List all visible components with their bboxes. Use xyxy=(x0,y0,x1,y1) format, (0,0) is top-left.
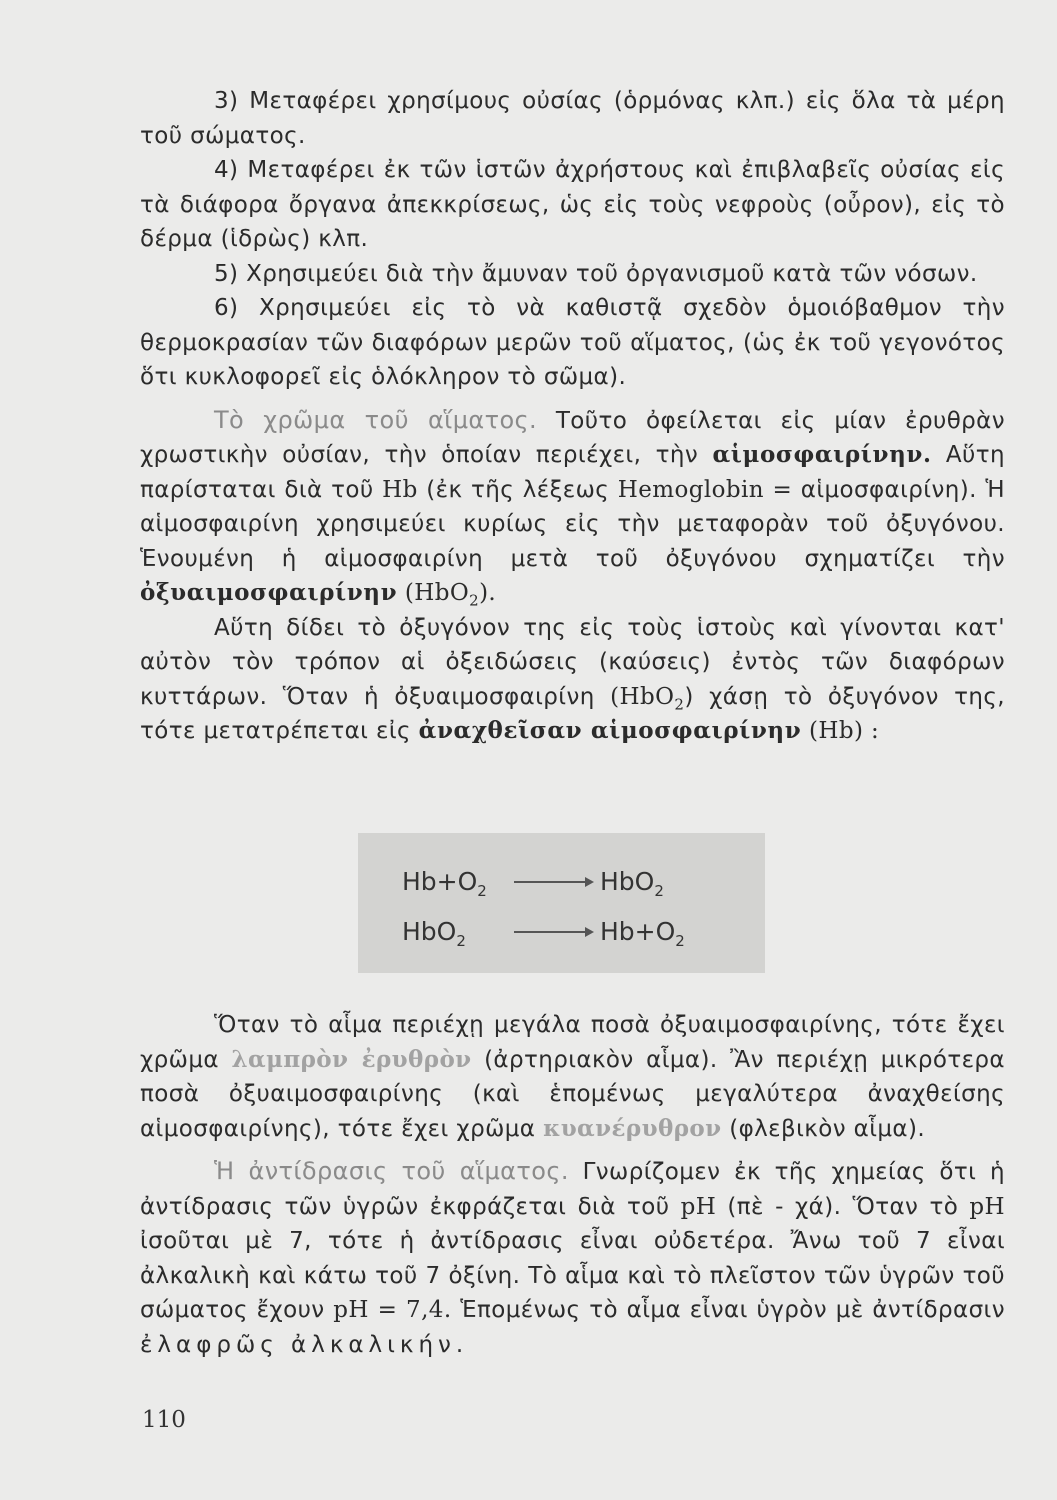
term-bright-red: λαμπρὸν ἐρυθρὸν xyxy=(231,1045,472,1073)
equation-lhs: $Hb+O_2$ xyxy=(402,867,487,900)
subscript: 2 xyxy=(469,591,480,610)
arrow-right-icon xyxy=(514,881,592,883)
arrow-right-icon xyxy=(514,931,592,933)
symbol-ph: pH xyxy=(969,1193,1005,1220)
term-hemoglobin: αἱμοσφαιρίνην. xyxy=(712,441,932,468)
body-text xyxy=(140,84,1005,749)
formula-hbo2: (HbO xyxy=(397,580,470,606)
text-run: Ὅταν τὸ αἷμα περιέχῃ μεγάλα ποσὰ ὀξυαιμοσφαιρίνης, τότε ἔχει χρῶμα xyxy=(140,1012,1005,1073)
text-run: (ἀρτηριακὸν αἷμα). Ἂν περιέχῃ μικρότερα ποσὰ ὀξυαιμοσφαιρίνης (καὶ ἑπομένως μεγαλύτερα ἀναχθείσης αἱμοσφαιρίνης), τότε ἔχει χρῶμα xyxy=(140,1046,1005,1142)
text-run: (πὲ - χά). Ὅταν τὸ xyxy=(716,1193,970,1220)
paragraph-function-3: 3) Μεταφέρει χρησίμους οὐσίας (ὁρμόνας κλπ.) εἰς ὅλα τὰ μέρη τοῦ σώματος. xyxy=(140,88,1005,149)
paragraph-blood-reaction xyxy=(140,1154,1005,1362)
emphasis-slightly-alkaline: ἐλαφρῶς ἀλκαλικήν. xyxy=(140,1331,469,1358)
subscript: 2 xyxy=(674,695,685,714)
text-run: (φλεβικὸν αἷμα). xyxy=(721,1115,926,1142)
paragraph-function-4: 4) Μεταφέρει ἐκ τῶν ἱστῶν ἀχρήστους καὶ ἐπιβλαβεῖς οὐσίας εἰς τὰ διάφορα ὄργανα ἀπεκκρίσεως, ὡς εἰς τοὺς νεφροὺς (οὖρον), εἰς τὸ δέρμα (ἱδρὼς) κλπ. xyxy=(140,157,1005,252)
formula-hbo2: (HbO xyxy=(610,683,675,710)
equation-lhs: HbO$_2$ xyxy=(402,917,466,950)
text-run: ) χάσῃ τὸ ὀξυγόνον της, τότε μετατρέπεται εἰς xyxy=(140,683,1005,744)
equation-rhs: $Hb+O_2$ xyxy=(600,917,685,950)
text-run: Αὕτη παρίσταται διὰ τοῦ xyxy=(140,442,1005,503)
symbol-ph: pH xyxy=(680,1193,717,1220)
paragraph-function-5: 5) Χρησιμεύει διὰ τὴν ἄμυναν τοῦ ὀργανισμοῦ κατὰ τῶν νόσων. xyxy=(214,260,978,287)
text-run: Αὕτη δίδει τὸ ὀξυγόνον της εἰς τοὺς ἱστοὺς καὶ γίνονται κατ' αὐτὸν τὸν τρόπον αἱ ὀξειδώσεις (καύσεις) ἐντὸς τῶν διαφόρων κυττάρων. Ὅταν ἡ ὀξυαιμοσφαιρίνη xyxy=(140,614,1005,710)
section-heading-blood-color: Τὸ χρῶμα τοῦ αἵματος. xyxy=(214,405,538,434)
text-run: = αἱμοσφαιρίνη). Ἡ αἱμοσφαιρίνη χρησιμεύει κυρίως εἰς τὴν μεταφορὰν τοῦ ὀξυγόνου. Ἑνουμένη ἡ αἱμοσφαιρίνη μετὰ τοῦ ὀξυγόνου σχηματίζει τὴν xyxy=(140,476,1005,572)
paragraph-blood-shades xyxy=(140,1008,1005,1146)
body-text-lower xyxy=(140,1008,1005,1362)
term-cyanotic-red: κυανέρυθρον xyxy=(543,1114,722,1142)
text-run: ἰσοῦται μὲ 7, τότε ἡ ἀντίδρασις εἶναι οὐδετέρα. Ἄνω τοῦ 7 εἶναι ἀλκαλικὴ καὶ κάτω τοῦ 7 ὀξίνη. Τὸ αἷμα καὶ τὸ πλεῖστον τῶν ὑγρῶν τοῦ σώματος ἔχουν xyxy=(140,1228,1005,1323)
ph-value: pH = 7,4. xyxy=(333,1297,452,1323)
section-heading-blood-reaction: Ἡ ἀντίδρασις τοῦ αἵματος. xyxy=(214,1157,569,1185)
term-oxyhemoglobin: ὀξυαιμοσφαιρίνην xyxy=(140,579,398,606)
text-run: (Hb) : xyxy=(801,718,880,744)
paragraph-blood-color xyxy=(140,403,1005,611)
symbol-hb: Hb xyxy=(382,476,418,503)
text-run: (ἐκ τῆς λέξεως xyxy=(417,476,618,503)
equation-box xyxy=(358,833,765,973)
text-run: Τοῦτο ὀφείλεται εἰς μίαν ἐρυθρὰν χρωστικὴν οὐσίαν, τὴν ὁποίαν περιέχει, τὴν xyxy=(140,407,1005,468)
equation-1 xyxy=(402,867,664,900)
term-reduced-hemoglobin: ἀναχθεῖσαν αἱμοσφαιρίνην xyxy=(418,717,802,744)
page-number: 110 xyxy=(142,1407,186,1433)
text-run: Γνωρίζομεν ἐκ τῆς χημείας ὅτι ἡ ἀντίδρασις τῶν ὑγρῶν ἐκφράζεται διὰ τοῦ xyxy=(140,1159,1006,1220)
equation-2 xyxy=(402,917,685,950)
text-run: ). xyxy=(479,580,497,606)
text-run: Ἑπομένως τὸ αἷμα εἶναι ὑγρὸν μὲ ἀντίδρασιν xyxy=(451,1297,1005,1323)
word-hemoglobin: Hemoglobin xyxy=(617,476,764,503)
equation-rhs: HbO$_2$ xyxy=(600,867,664,900)
paragraph-function-6: 6) Χρησιμεύει εἰς τὸ νὰ καθιστᾷ σχεδὸν ὁμοιόβαθμον τὴν θερμοκρασίαν τῶν διαφόρων μερῶν τοῦ αἵματος, (ὡς ἐκ τοῦ γεγονότος ὅτι κυκλοφορεῖ εἰς ὁλόκληρον τὸ σῶμα). xyxy=(140,295,1005,390)
paragraph-oxygen-release xyxy=(140,611,1005,749)
